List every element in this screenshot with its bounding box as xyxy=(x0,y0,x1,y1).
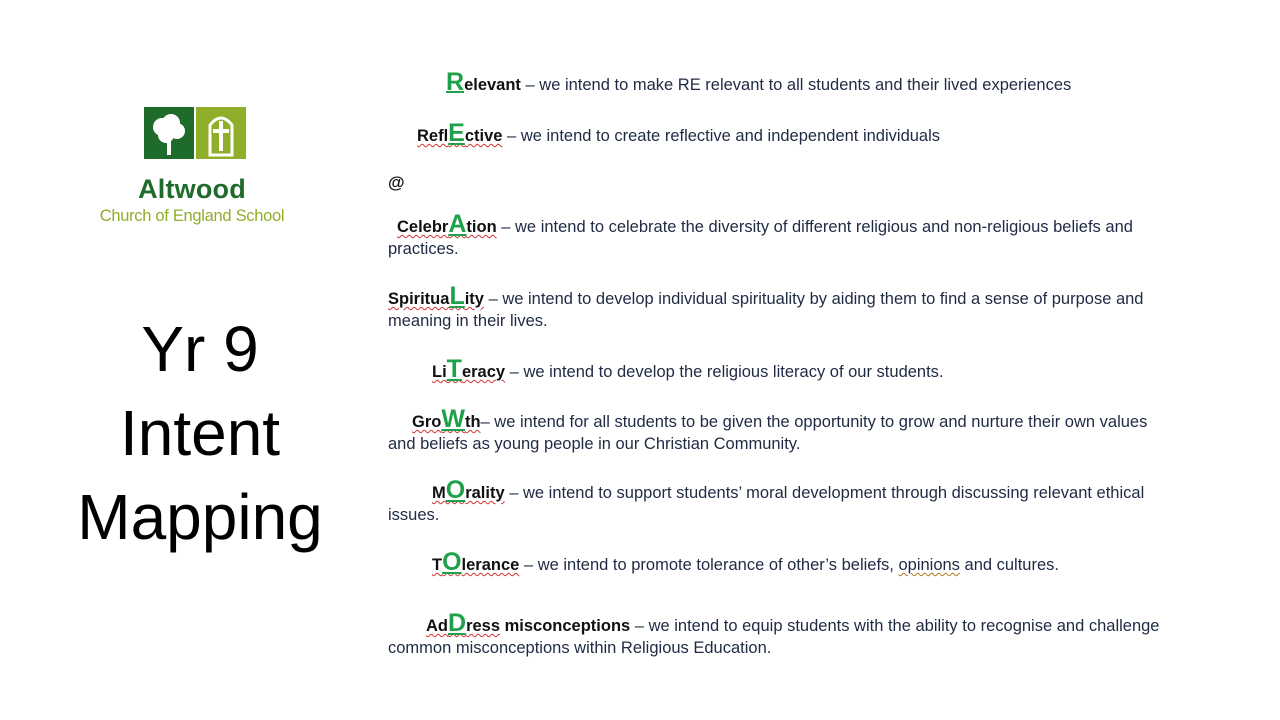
list-item-celebration xyxy=(388,210,1163,260)
acronym-letter: D xyxy=(448,609,467,637)
item-text: – we intend to promote tolerance of other’s beliefs, xyxy=(519,556,899,574)
keyword: MOrality xyxy=(432,476,505,504)
item-text: – we intend to develop individual spirituality by aiding them to find a sense of purpose and meaning in their lives. xyxy=(388,290,1144,330)
acronym-letter: O xyxy=(442,548,462,576)
school-name: Altwood xyxy=(138,174,246,204)
keyword-extra: misconceptions xyxy=(500,617,631,635)
school-logo xyxy=(92,104,297,234)
keyword: TOlerance xyxy=(432,548,520,576)
item-text-flagged: opinions xyxy=(898,556,960,574)
keyword: CelebrAtion xyxy=(397,210,497,238)
title-line-2: Intent xyxy=(119,397,281,469)
list-item-address xyxy=(388,609,1163,659)
acronym-letter: A xyxy=(448,210,467,238)
list-item-spirituality xyxy=(388,282,1163,332)
acronym-letter: L xyxy=(449,282,465,310)
school-subtitle: Church of England School xyxy=(99,207,285,225)
keyword: SpirituaLity xyxy=(388,282,484,310)
list-item-growth xyxy=(388,405,1163,455)
item-text: – we intend to make RE relevant to all students and their lived experiences xyxy=(520,76,1072,94)
keyword: ReflEctive xyxy=(417,119,503,147)
acronym-letter: T xyxy=(446,355,462,383)
keyword: AdDress xyxy=(426,609,501,637)
school-crest-icon xyxy=(144,107,246,167)
list-item-reflective xyxy=(388,119,1192,147)
acronym-letter: R xyxy=(446,68,465,96)
item-text: – we intend to equip students with the ability to recognise and challenge common misconceptions within Religious Education. xyxy=(388,617,1160,657)
intent-list xyxy=(388,0,1268,720)
slide-title xyxy=(30,307,370,559)
item-text: and cultures. xyxy=(959,556,1059,574)
keyword: Relevant xyxy=(446,68,521,96)
title-line-1: Yr 9 xyxy=(141,313,259,385)
list-item-morality xyxy=(388,476,1163,526)
title-line-3: Mapping xyxy=(77,481,323,553)
list-item-relevant xyxy=(388,68,1221,96)
item-text: – we intend for all students to be given the opportunity to grow and nurture their own values and beliefs as young people in our Christian Community. xyxy=(388,413,1148,453)
item-text: – we intend to develop the religious literacy of our students. xyxy=(505,363,944,381)
acronym-letter: E xyxy=(448,119,465,147)
item-text: – we intend to celebrate the diversity of different religious and non-religious beliefs and practices. xyxy=(388,218,1133,258)
list-item-literacy xyxy=(388,355,1207,383)
list-item-tolerance xyxy=(388,548,1207,576)
acronym-letter: W xyxy=(441,405,465,433)
acronym-letter: O xyxy=(445,476,466,504)
item-text: – we intend to support students’ moral development through discussing relevant ethical issues. xyxy=(388,484,1145,524)
at-symbol: @ xyxy=(388,173,405,192)
keyword: LiTeracy xyxy=(432,355,506,383)
item-text: – we intend to create reflective and independent individuals xyxy=(502,127,941,145)
keyword: GroWth xyxy=(412,405,481,433)
